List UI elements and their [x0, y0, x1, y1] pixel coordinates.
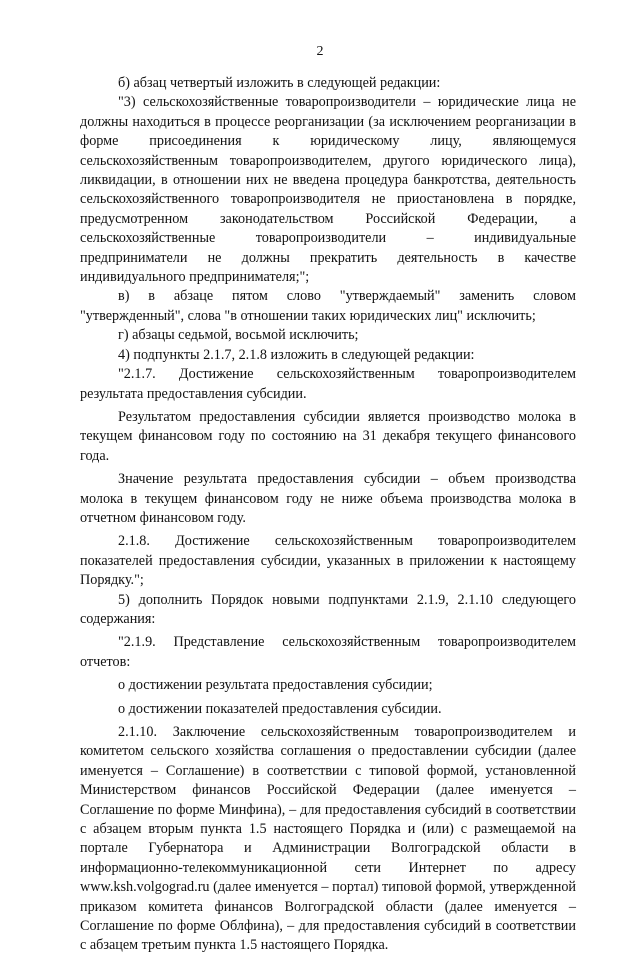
paragraph-item-5: 5) дополнить Порядок новыми подпунктами 2.1.9, 2.1.10 следующего содержания: [80, 591, 576, 627]
paragraph-item-g: г) абзацы седьмой, восьмой исключить; [118, 327, 359, 344]
paragraph-result-definition: Результатом предоставления субсидии является производство молока в текущем финансовом году по состоянию на 31 декабря текущего финансового года. [80, 408, 576, 464]
paragraph-2-1-9: "2.1.9. Представление сельскохозяйственным товаропроизводителем отчетов: [80, 634, 576, 670]
paragraph-2-1-10: 2.1.10. Заключение сельскохозяйственным товаропроизводителем и комитетом сельского хозяйства соглашения о предоставлении субсидии (далее именуется – Соглашение) в соответствии с типовой формой, установленной Министерством финансов Российской Федерации (далее именуется – Соглашение по форме Минфина), – для предоставления субсидий в соответствии с абзацем вторым пункта 1.5 настоящего Порядка и (или) с размещаемой на портале Губернатора и Администрации Волгоградской области в информационно-телекоммуникационной сети Интернет по адресу www.ksh.volgograd.ru (далее именуется – портал) типовой формой, утвержденной приказом комитета финансов Волгоградской области (далее именуется – Соглашение по форме Облфина), – для предоставления субсидий в соответствии с абзацем третьим пункта 1.5 настоящего Порядка. [80, 724, 576, 954]
paragraph-2-1-7: "2.1.7. Достижение сельскохозяйственным товаропроизводителем результата предоставления субсидии. [80, 366, 576, 402]
document-body [80, 74, 576, 956]
paragraph-item-3-text: "3) сельскохозяйственные товаропроизводители – юридические лица не должны находиться в процессе реорганизации (за исключением реорганизации в форме присоединения к юридическому лицу, являющемуся сельскохозяйственным товаропроизводителем, другого юридического лица), ликвидации, в отношении них не введена процедура банкротства, деятельность сельскохозяйственного товаропроизводителя не приостановлена в порядке, предусмотренном законодательством Российской Федерации, а сельскохозяйственные товаропроизводители – индивидуальные предприниматели не должны прекратить деятельность в качестве индивидуального предпринимателя;"; [80, 94, 576, 286]
paragraph-report-indicators: о достижении показателей предоставления субсидии. [118, 700, 442, 717]
paragraph-item-4: 4) подпункты 2.1.7, 2.1.8 изложить в следующей редакции: [118, 346, 475, 363]
paragraph-item-b: б) абзац четвертый изложить в следующей редакции: [118, 75, 441, 91]
paragraph-report-result: о достижении результата предоставления субсидии; [118, 677, 433, 694]
page-number: 2 [316, 44, 324, 59]
paragraph-result-value: Значение результата предоставления субсидии – объем производства молока в текущем финансовом году не ниже объема производства молока в отчетном финансовом году. [80, 471, 576, 526]
paragraph-item-v: в) в абзаце пятом слово "утверждаемый" заменить словом "утвержденный", слова "в отношении таких юридических лиц" исключить; [80, 288, 576, 324]
paragraph-2-1-8: 2.1.8. Достижение сельскохозяйственным товаропроизводителем показателей предоставления субсидии, указанных в приложении к настоящему Порядку."; [80, 533, 576, 589]
